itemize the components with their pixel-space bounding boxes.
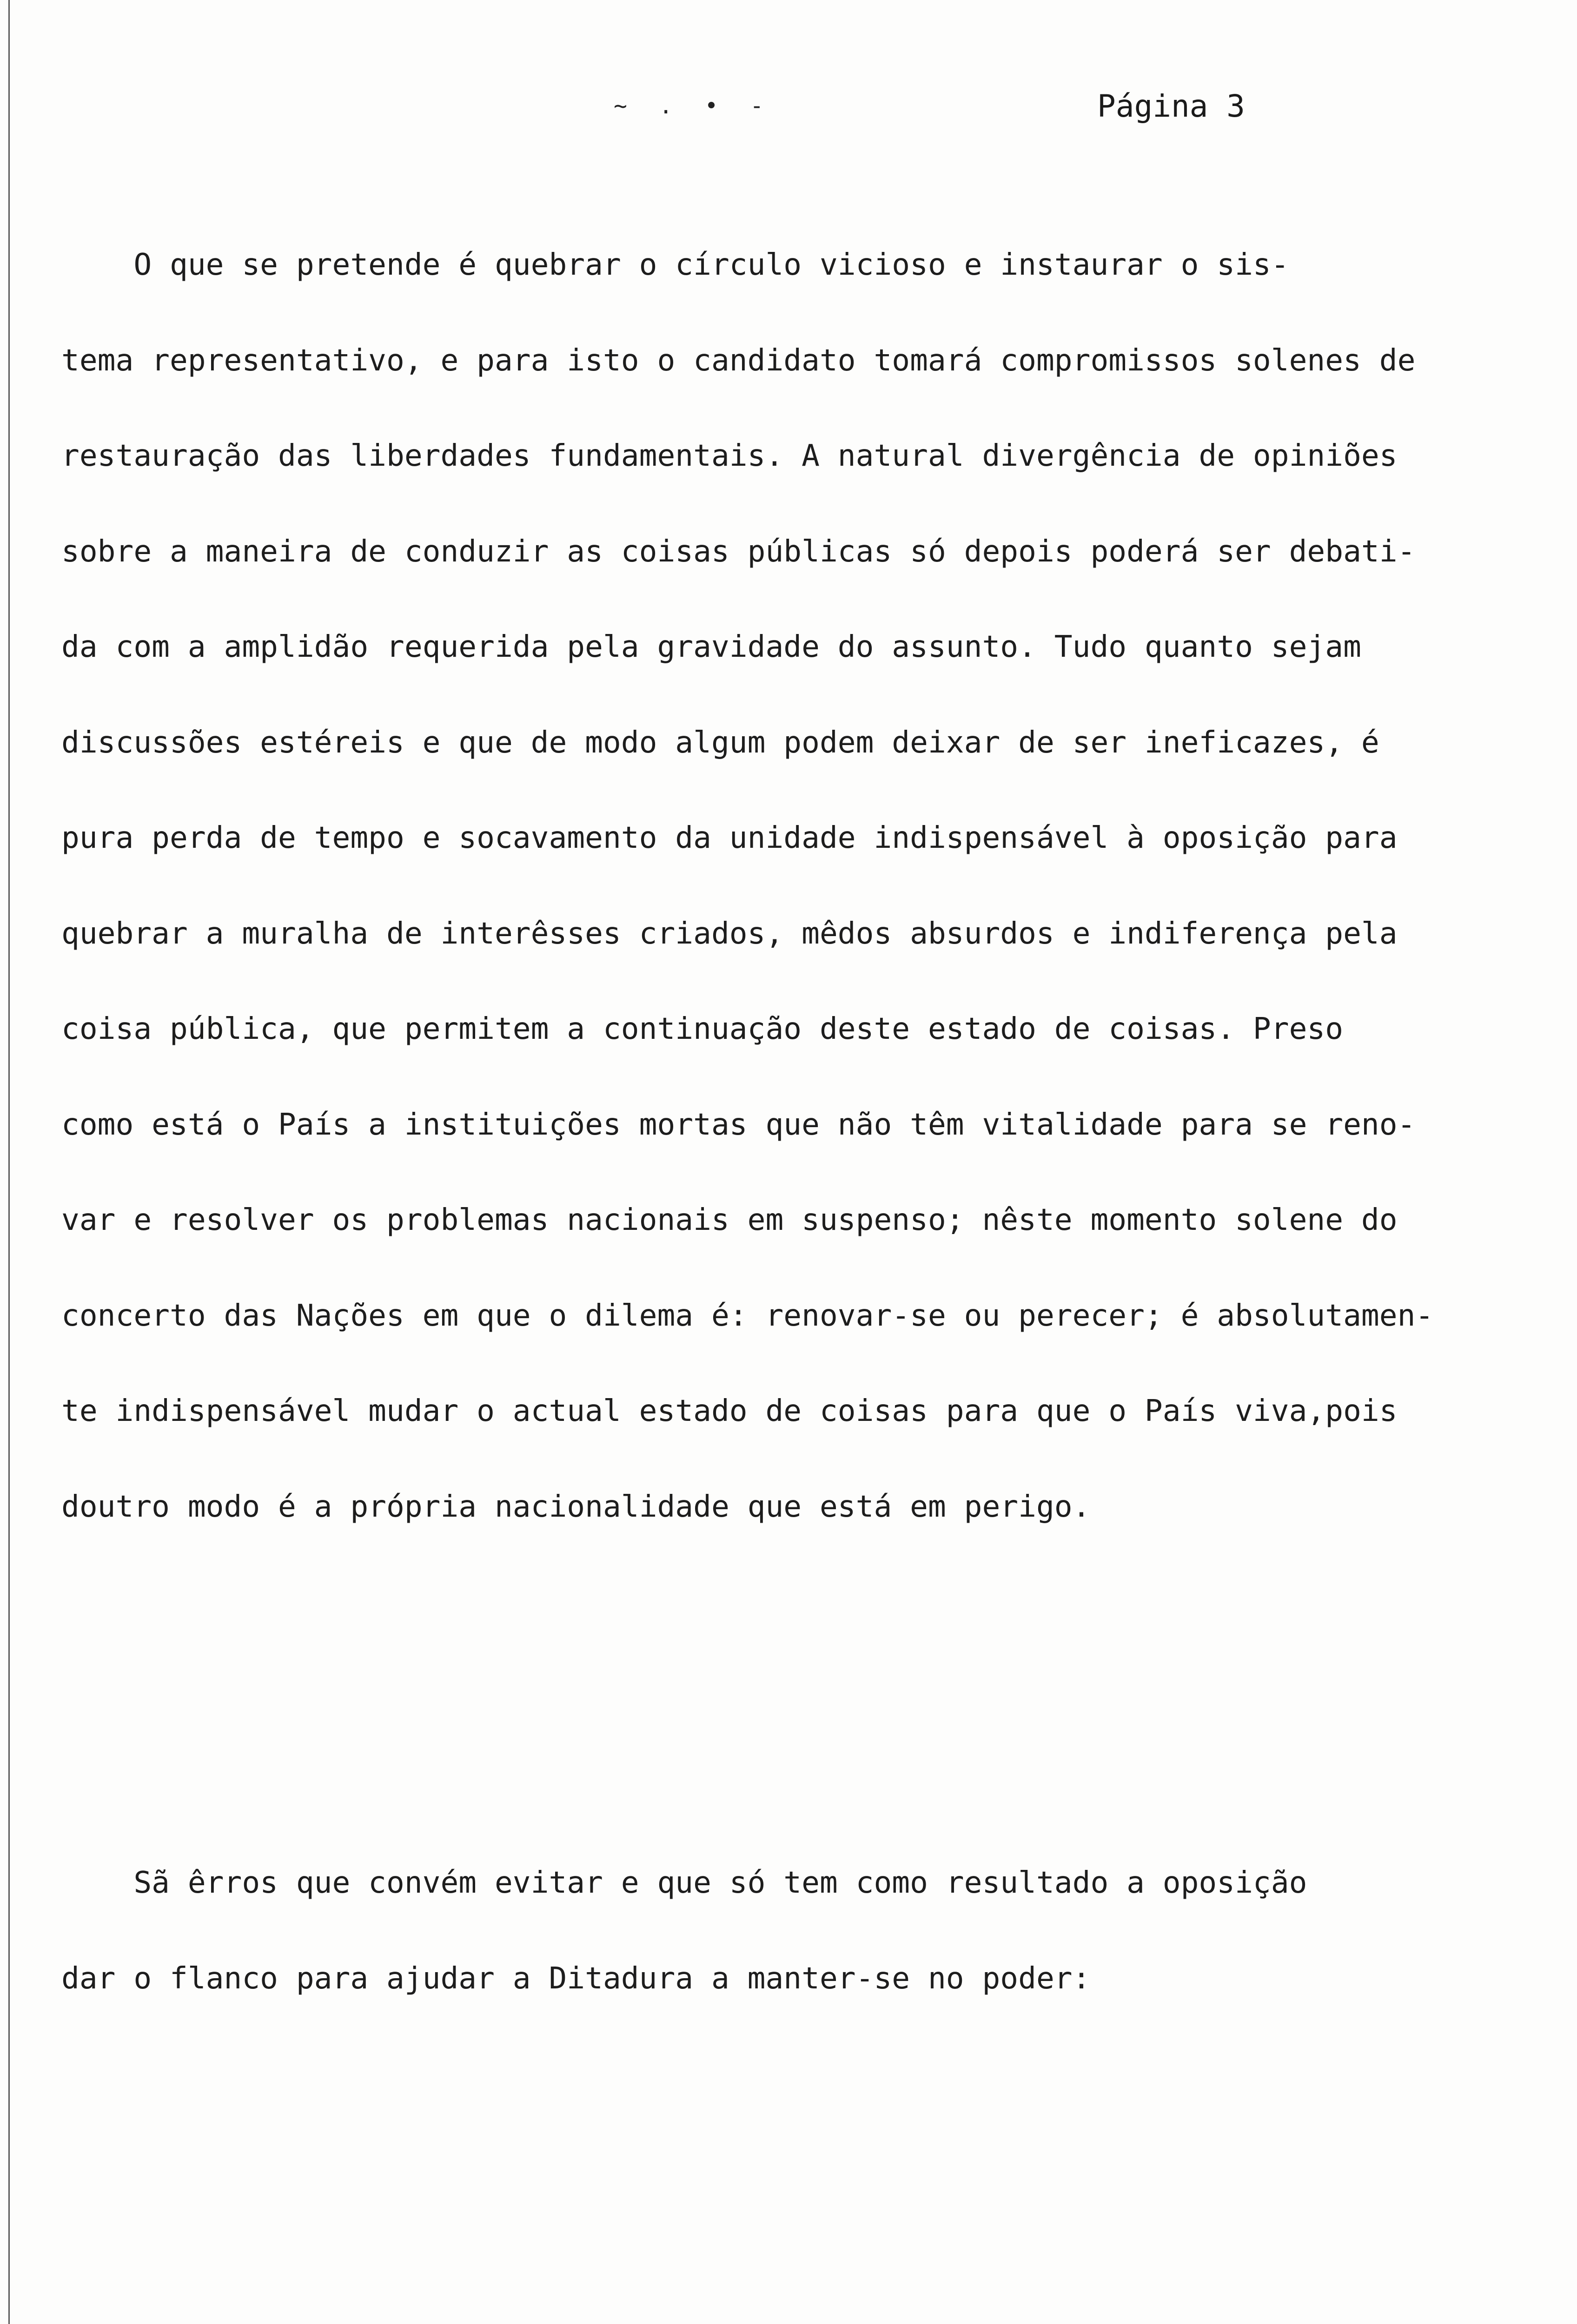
text-line: tema representativo, e para isto o candidato tomará compromissos solenes de <box>61 343 1416 378</box>
text-line: concerto das Nações em que o dilema é: renovar-se ou perecer; é absolutamen- <box>61 1298 1434 1333</box>
text-line: doutro modo é a própria nacionalidade que está em perigo. <box>61 1489 1091 1524</box>
text-line: te indispensável mudar o actual estado de coisas para que o País viva,pois <box>61 1393 1398 1428</box>
text-line: O que se pretende é quebrar o círculo vicioso e instaurar o sis- <box>61 247 1289 282</box>
header-mark: ~ . • - <box>614 93 773 119</box>
item-1 <box>61 2275 1517 2324</box>
errors-intro-paragraph <box>61 1803 1517 2058</box>
text-line: da com a amplidão requerida pela gravidade do assunto. Tudo quanto sejam <box>61 629 1361 664</box>
text-line: dar o flanco para ajudar a Ditadura a manter-se no poder: <box>61 1961 1091 1996</box>
text-line: coisa pública, que permitem a continuação deste estado de coisas. Preso <box>61 1011 1344 1046</box>
body-text <box>61 122 1517 2324</box>
text-line: como está o País a instituições mortas que não têm vitalidade para se reno- <box>61 1107 1416 1142</box>
text-line: Sã êrros que convém evitar e que só tem como resultado a oposição <box>61 1865 1307 1900</box>
intro-paragraph <box>61 185 1517 1586</box>
text-line: var e resolver os problemas nacionais em suspenso; nêste momento solene do <box>61 1202 1398 1237</box>
text-line: quebrar a muralha de interêsses criados, mêdos absurdos e indiferença pela <box>61 916 1398 951</box>
text-line: pura perda de tempo e socavamento da unidade indispensável à oposição para <box>61 820 1398 855</box>
page-number: Página 3 <box>1097 88 1245 124</box>
left-margin-rule <box>8 0 10 2324</box>
text-line: discussões estéreis e que de modo algum podem deixar de ser ineficazes, é <box>61 725 1379 760</box>
text-line: sobre a maneira de conduzir as coisas públicas só depois poderá ser debati- <box>61 534 1416 569</box>
text-line: restauração das liberdades fundamentais. A natural divergência de opiniões <box>61 438 1398 473</box>
